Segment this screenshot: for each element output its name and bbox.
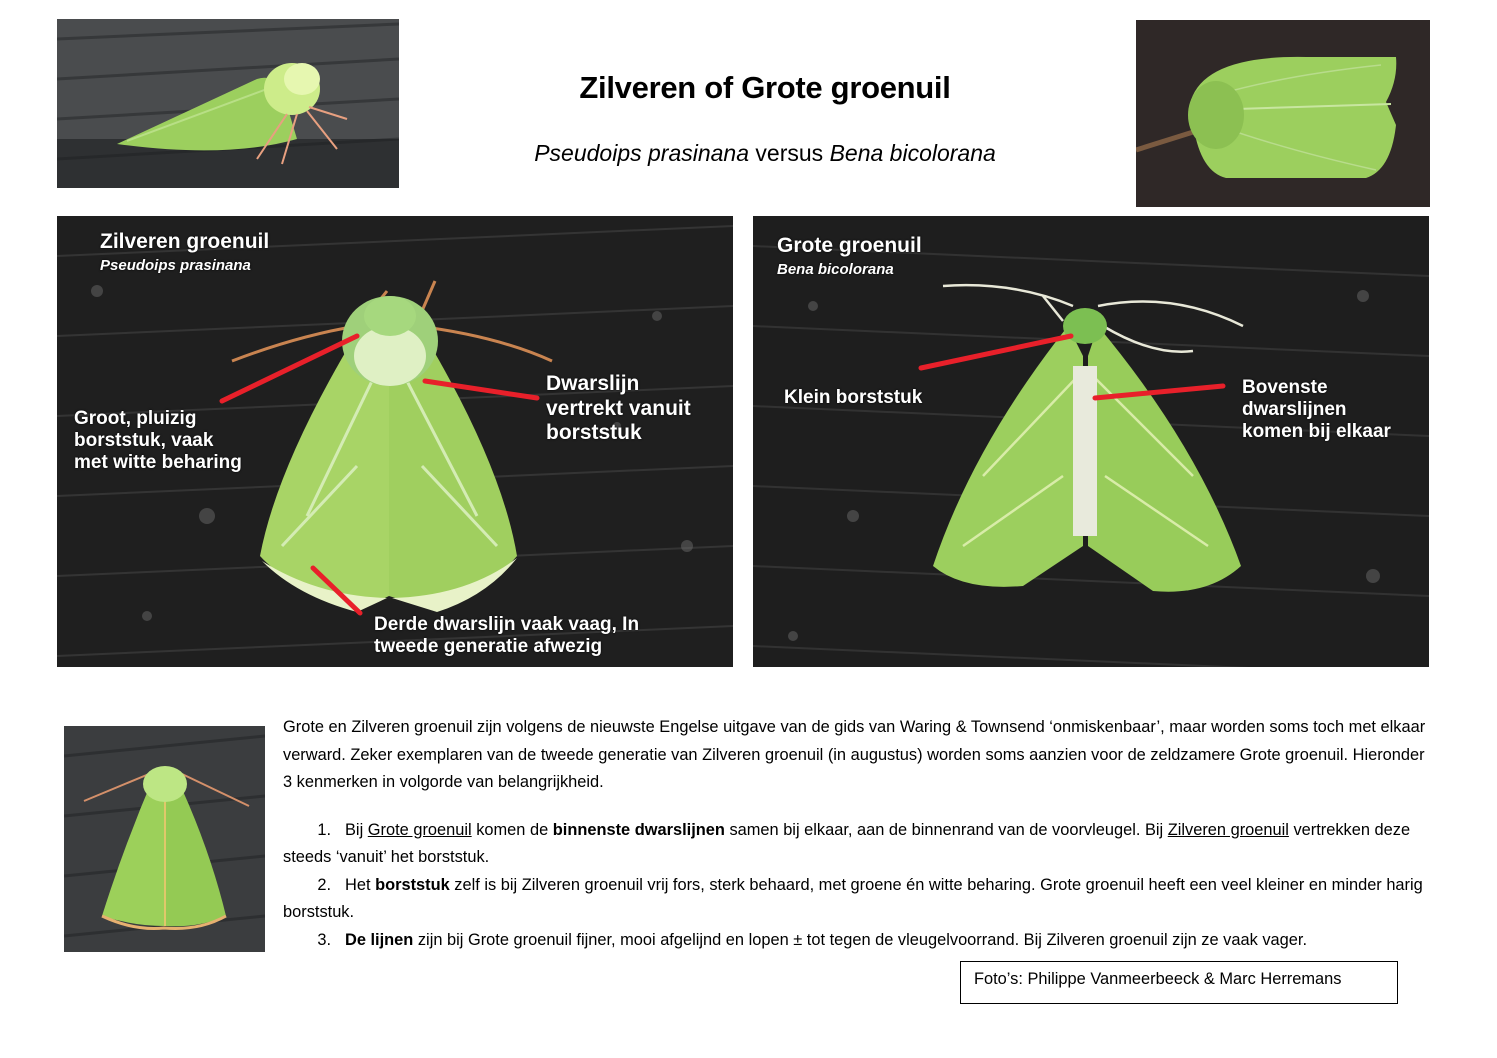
text-span: zijn bij Grote groenuil fijner, mooi afgelijnd en lopen ± tot tegen de vleugelvoorrand. Bij Zilveren groenuil zijn ze vaak vager.: [413, 930, 1308, 949]
subtitle-versus: versus: [755, 140, 824, 166]
annotation-lines-grote-line-1: Bovenste: [1242, 377, 1328, 398]
intro-paragraph: Grote en Zilveren groenuil zijn volgens de nieuwste Engelse uitgave van de gids van Waring & Townsend ‘onmiskenbaar’, maar worden soms toch met elkaar verward. Zeker exemplaren van de tweede generatie van Zilveren groenuil (in augustus) worden soms aanzien voor de zeldzamere Grote groenuil. Hieronder 3 kenmerken in volgorde van belangrijkheid.: [283, 718, 1426, 791]
photo-side-view: [57, 19, 399, 188]
bold-term: De lijnen: [345, 930, 414, 949]
annotation-lines-grote-line-2: dwarslijnen: [1242, 399, 1347, 421]
label-zilveren-scientific: Pseudoips prasinana: [100, 257, 251, 274]
annotation-third-line-2: tweede generatie afwezig: [374, 636, 603, 658]
list-number: 2.: [317, 875, 331, 894]
list-item-2: [283, 872, 1433, 927]
text-span: Het: [345, 875, 376, 894]
annotation-thorax-zilveren-line-2: borststuk, vaak: [74, 430, 214, 452]
text-span: vertrekken deze steeds ‘vanuit’ het borststuk.: [283, 820, 1411, 866]
text-span: komen de: [471, 820, 553, 839]
subtitle-species-1: Pseudoips prasinana: [534, 140, 750, 166]
annotation-thorax-zilveren-line-3: met witte beharing: [74, 452, 242, 474]
label-zilveren-name: Zilveren groenuil: [100, 230, 270, 253]
photo-resting-moth: [1136, 20, 1430, 207]
annotation-line-zilveren-line-3: borststuk: [546, 421, 642, 445]
annotation-line-zilveren-line-1: Dwarslijn: [546, 372, 640, 395]
photo-credit: Foto’s: Philippe Vanmeerbeeck & Marc Herremans: [960, 961, 1398, 1004]
underlined-species-zilveren: Zilveren groenuil: [1167, 820, 1289, 839]
annotation-lines-grote: [1242, 377, 1391, 444]
list-number: 3.: [317, 930, 331, 949]
photo-zilveren-small: [64, 726, 265, 952]
page-subtitle: [460, 140, 1070, 167]
annotation-third-line-zilveren: [374, 614, 639, 658]
label-grote-scientific: Bena bicolorana: [777, 261, 894, 278]
list-item-1: [283, 817, 1433, 872]
bold-term: binnenste dwarslijnen: [552, 820, 725, 839]
annotation-line-zilveren: [546, 372, 691, 446]
body-text: [283, 714, 1433, 954]
annotation-line-zilveren-line-2: vertrekt vanuit: [546, 396, 691, 420]
list-number: 1.: [317, 820, 331, 839]
list-item-3: [283, 927, 1433, 955]
bold-term: borststuk: [375, 875, 450, 894]
subtitle-species-2: Bena bicolorana: [829, 140, 996, 166]
page-title: Zilveren of Grote groenuil: [579, 70, 951, 105]
text-span: samen bij elkaar, aan de binnenrand van de voorvleugel. Bij: [724, 820, 1168, 839]
annotation-thorax-zilveren: [74, 408, 242, 475]
text-span: zelf is bij Zilveren groenuil vrij fors, sterk behaard, met groene én witte beharing. Grote groenuil heeft een veel kleiner en minder harig borststuk.: [283, 875, 1423, 921]
text-span: Bij: [345, 820, 368, 839]
label-grote-name: Grote groenuil: [777, 234, 922, 257]
annotation-third-line-1: Derde dwarslijn vaak vaag, In: [374, 614, 640, 635]
annotation-lines-grote-line-3: komen bij elkaar: [1242, 421, 1391, 443]
annotation-thorax-zilveren-line-1: Groot, pluizig: [74, 408, 197, 429]
annotation-thorax-grote: Klein borststuk: [784, 387, 923, 408]
underlined-species-grote: Grote groenuil: [367, 820, 472, 839]
